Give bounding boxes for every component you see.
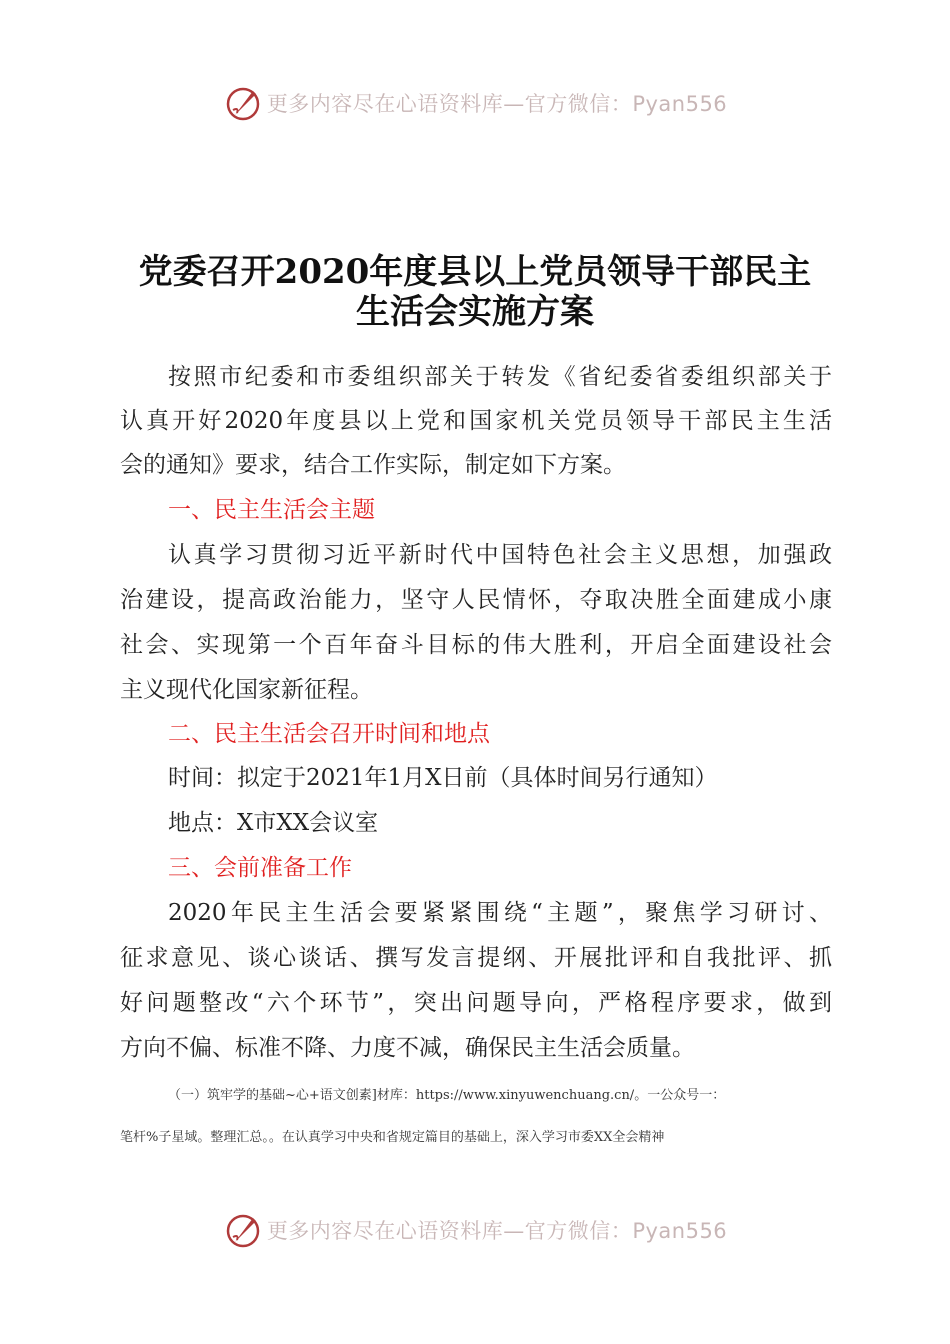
section-1-line-2: 治建设，提高政治能力，坚守人民情怀，夺取决胜全面建成小康	[120, 587, 832, 613]
intro-line-3: 会的通知》要求，结合工作实际，制定如下方案。	[120, 452, 626, 478]
meeting-time: 时间：拟定于2021年1月X日前（具体时间另行通知）	[168, 765, 718, 791]
watermark-banner-top	[0, 83, 950, 123]
section-1-heading: 一、民主生活会主题	[168, 497, 375, 523]
section-3-line-1: 2020年民主生活会要紧紧围绕“主题”，聚焦学习研讨、	[168, 900, 832, 926]
section-1-line-1: 认真学习贯彻习近平新时代中国特色社会主义思想，加强政	[168, 542, 832, 568]
watermark-text: 更多内容尽在心语资料库—官方微信：Pyan556	[266, 92, 728, 116]
subsection-small-line-1: （一）筑牢学的基础~心+语文创素]材库：https://www.xinyuwenchuang.cn/。一公众号一：	[168, 1088, 726, 1103]
intro-line-1: 按照市纪委和市委组织部关于转发《省纪委省委组织部关于	[168, 364, 832, 390]
meeting-place: 地点：X市XX会议室	[168, 810, 379, 836]
watermark-text: 更多内容尽在心语资料库—官方微信：Pyan556	[266, 1219, 728, 1243]
section-3-line-2: 征求意见、谈心谈话、撰写发言提纲、开展批评和自我批评、抓	[120, 945, 832, 971]
document-title-line-2: 生活会实施方案	[356, 292, 594, 332]
section-1-line-3: 社会、实现第一个百年奋斗目标的伟大胜利，开启全面建设社会	[120, 632, 832, 658]
quill-logo-icon	[223, 1210, 263, 1250]
subsection-small-line-2: 笔杆%子星域。整理汇总。。在认真学习中央和省规定篇目的基础上，深入学习市委XX全会精神	[120, 1130, 665, 1145]
quill-logo-icon	[223, 83, 263, 123]
section-3-line-3: 好问题整改“六个环节”，突出问题导向，严格程序要求，做到	[120, 990, 832, 1016]
watermark-banner-bottom	[0, 1210, 950, 1250]
section-3-line-4: 方向不偏、标准不降、力度不减，确保民主生活会质量。	[120, 1035, 695, 1061]
section-2-heading: 二、民主生活会召开时间和地点	[168, 721, 490, 747]
document-title-line-1: 党委召开2020年度县以上党员领导干部民主	[138, 252, 812, 292]
intro-line-2: 认真开好2020年度县以上党和国家机关党员领导干部民主生活	[120, 408, 832, 434]
section-1-line-4: 主义现代化国家新征程。	[120, 677, 373, 703]
section-3-heading: 三、会前准备工作	[168, 855, 352, 881]
